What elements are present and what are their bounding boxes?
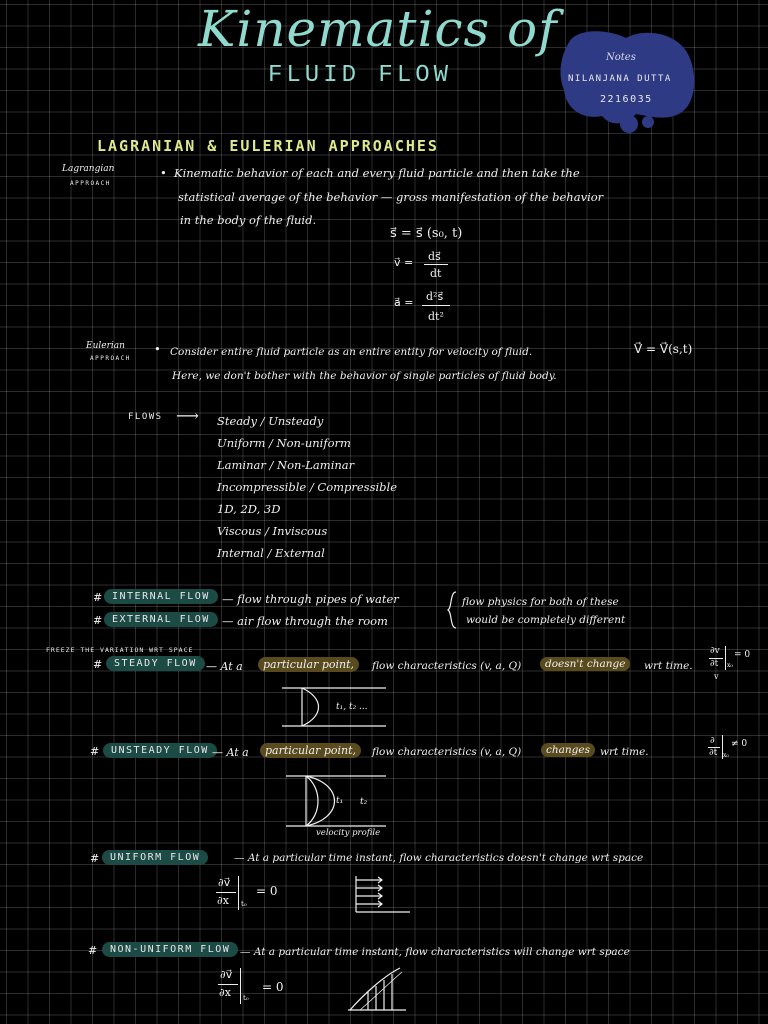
uniform-flow-tag: UNIFORM FLOW (102, 850, 208, 865)
velocity-profile-caption: velocity profile (316, 828, 381, 838)
eq-eulerian: V⃗ = V⃗(s,t) (634, 342, 693, 356)
unsteady-text: flow characteristics (v, a, Q) (372, 746, 522, 758)
unsteady-eq-num: ∂ (710, 736, 715, 746)
unsteady-eq-sub: x₀ (723, 752, 729, 759)
section-heading: LAGRANIAN & EULERIAN APPROACHES (97, 137, 439, 155)
lagrangian-label: Lagrangian (62, 164, 115, 174)
steady-text: — At a (206, 660, 243, 673)
eval-bar (725, 646, 726, 670)
steady-eq-sub: x₀ (727, 662, 733, 669)
hash-marker: # (90, 745, 100, 758)
unsteady-text: — At a (212, 746, 249, 759)
non-uniform-eq-sub: t₀ (243, 994, 249, 1002)
hash-marker: # (93, 591, 103, 604)
unsteady-text: wrt time. (600, 746, 649, 758)
notes-label: Notes (606, 52, 636, 63)
steady-eq-num: ∂v (710, 646, 720, 656)
eulerian-line-2: Here, we don't bother with the behavior of single particles of fluid body. (172, 370, 557, 382)
non-uniform-eq-num: ∂v⃗ (220, 968, 233, 981)
uniform-text: — At a particular time instant, flow characteristics doesn't change wrt space (234, 852, 644, 864)
lagrangian-line-3: in the body of the fluid. (180, 213, 317, 227)
internal-flow-text: — flow through pipes of water (222, 592, 399, 606)
author-roll: 2216035 (600, 94, 653, 105)
steady-text: wrt time. (644, 660, 693, 672)
freeze-note: FREEZE THE VARIATION WRT SPACE (46, 646, 194, 654)
steady-time-label: t₁, t₂ ... (336, 702, 368, 712)
unsteady-t1-label: t₁ (336, 796, 344, 806)
non-uniform-eq-den: ∂x (219, 986, 231, 999)
flow-type-item: Laminar / Non-Laminar (217, 458, 355, 472)
unsteady-eq-den: ∂t (709, 748, 718, 758)
flow-type-item: Internal / External (217, 546, 325, 560)
non-uniform-eq-rhs: = 0 (262, 980, 284, 994)
non-uniform-flow-tag: NON-UNIFORM FLOW (102, 942, 238, 957)
external-flow-tag: EXTERNAL FLOW (104, 612, 218, 627)
uniform-flow-diagram (352, 874, 412, 916)
steady-highlight: doesn't change (540, 657, 630, 671)
eval-bar (238, 876, 239, 910)
flows-label: FLOWS (128, 412, 163, 422)
eulerian-label: Eulerian (86, 341, 125, 351)
flow-type-item: Uniform / Non-uniform (217, 436, 351, 450)
lagrangian-line-2: statistical average of the behavior — gross manifestation of the behavior (178, 190, 604, 204)
lagrangian-line-1: Kinematic behavior of each and every fluid particle and then take the (174, 166, 580, 180)
eq-accel-num: d²s⃗ (426, 290, 444, 303)
unsteady-highlight: changes (541, 743, 595, 757)
flow-type-item: Incompressible / Compressible (217, 480, 398, 494)
eval-bar (240, 968, 241, 1004)
flow-type-item: Steady / Unsteady (217, 414, 324, 428)
hash-marker: # (90, 852, 100, 865)
steady-flow-tag: STEADY FLOW (106, 656, 205, 671)
flow-physics-note-1: flow physics for both of these (462, 596, 619, 608)
eq-accel-lhs: a⃗ = (394, 296, 414, 309)
steady-eq-rhs: = 0 (734, 650, 751, 660)
page-subtitle: FLUID FLOW (268, 62, 453, 89)
flow-type-item: Viscous / Inviscous (217, 524, 328, 538)
uniform-eq-sub: t₀ (241, 900, 247, 908)
uniform-eq-den: ∂x (217, 894, 229, 907)
author-name: NILANJANA DUTTA (568, 74, 672, 84)
eq-position: s⃗ = s⃗ (s₀, t) (390, 226, 463, 241)
fraction-bar (218, 984, 238, 985)
unsteady-t2-label: t₂ (360, 797, 368, 807)
steady-highlight: particular point, (258, 657, 359, 672)
steady-eq-den: ∂t (710, 659, 719, 669)
hash-marker: # (93, 658, 103, 671)
eq-velocity-lhs: v⃗ = (394, 256, 414, 269)
eulerian-sublabel: APPROACH (90, 355, 131, 362)
page-title: Kinematics of (198, 0, 558, 58)
fraction-bar (424, 264, 448, 265)
unsteady-flow-tag: UNSTEADY FLOW (103, 743, 217, 758)
steady-text: flow characteristics (v, a, Q) (372, 660, 522, 672)
arrow-icon: ⟶ (176, 406, 199, 425)
non-uniform-flow-diagram (344, 964, 408, 1014)
external-flow-text: — air flow through the room (222, 614, 388, 628)
unsteady-eq-rhs: ≠ 0 (731, 739, 748, 749)
eulerian-line-1: Consider entire fluid particle as an entire entity for velocity of fluid. (170, 346, 533, 358)
eq-velocity-den: dt (430, 267, 442, 280)
uniform-eq-num: ∂v⃗ (218, 876, 231, 889)
unsteady-highlight: particular point, (260, 743, 361, 758)
internal-flow-tag: INTERNAL FLOW (104, 589, 218, 604)
fraction-bar (216, 892, 236, 893)
fraction-bar (422, 305, 450, 306)
bullet: • (154, 342, 161, 356)
steady-eq-below: v (714, 672, 719, 681)
lagrangian-sublabel: APPROACH (70, 180, 111, 187)
flow-type-item: 1D, 2D, 3D (217, 502, 281, 516)
eq-accel-den: dt² (428, 310, 444, 323)
curly-brace-icon (446, 590, 460, 630)
eq-velocity-num: ds⃗ (428, 250, 441, 263)
uniform-eq-rhs: = 0 (256, 884, 278, 898)
non-uniform-text: — At a particular time instant, flow characteristics will change wrt space (240, 946, 630, 958)
bullet: • (160, 166, 167, 180)
flow-physics-note-2: would be completely different (466, 614, 626, 626)
hash-marker: # (93, 614, 103, 627)
hash-marker: # (88, 944, 98, 957)
